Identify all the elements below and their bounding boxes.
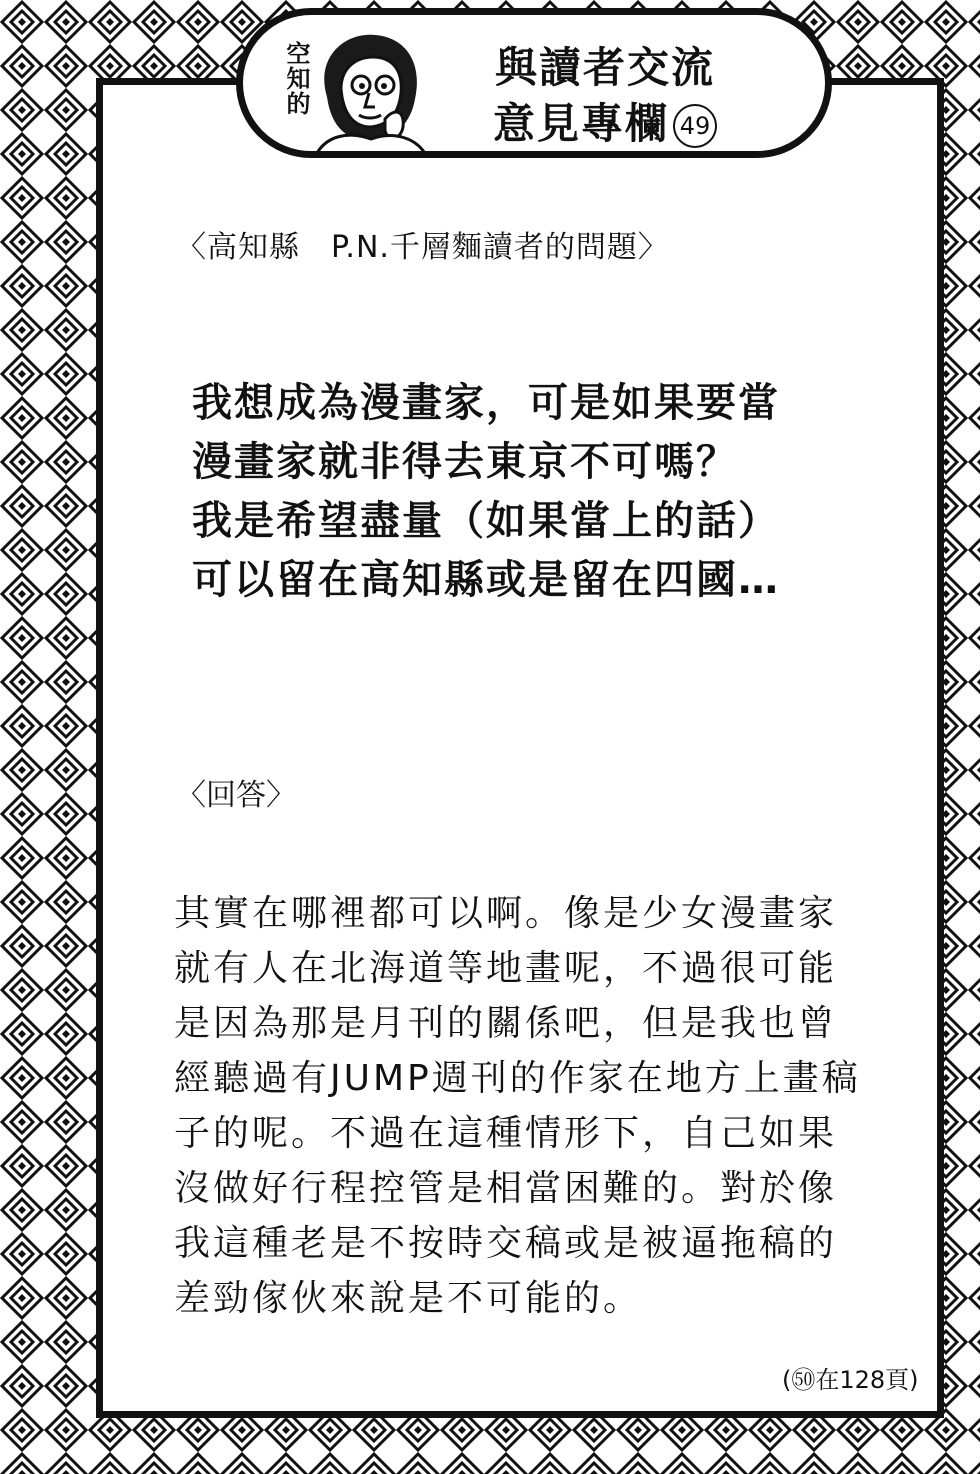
answer-line: 我這種老是不按時交稿或是被逼拖稿的 (174, 1223, 838, 1264)
author-caricature-icon (305, 27, 435, 157)
question-text (192, 374, 892, 610)
answer-line: 就有人在北海道等地畫呢，不過很可能 (174, 948, 838, 989)
answer-heading: 〈回答〉 (176, 778, 296, 813)
answer-line: 子的呢。不過在這種情形下，自己如果 (174, 1113, 838, 1154)
question-line: 我是希望盡量（如果當上的話） (192, 498, 780, 544)
answer-line: 經聽過有JUMP週刊的作家在地方上畫稿 (174, 1058, 861, 1099)
question-heading: 〈高知縣 P.N.千層麵讀者的問題〉 (176, 230, 669, 265)
answer-line: 差勁傢伙來說是不可能的。 (174, 1278, 643, 1319)
question-line: 可以留在高知縣或是留在四國… (192, 557, 780, 603)
answer-line: 沒做好行程控管是相當困難的。對於像 (174, 1168, 838, 1209)
question-line: 漫畫家就非得去東京不可嗎？ (192, 439, 738, 485)
author-label: 空知的 (282, 41, 310, 116)
answer-line: 其實在哪裡都可以啊。像是少女漫畫家 (174, 893, 838, 934)
column-title-line-1: 與讀者交流 (494, 43, 715, 92)
issue-number-badge: 49 (673, 104, 717, 148)
column-title-line-2 (475, 91, 735, 151)
column-header (236, 8, 832, 158)
column-title-text: 意見專欄 (492, 99, 669, 148)
question-line: 我想成為漫畫家，可是如果要當 (192, 380, 780, 426)
answer-text (174, 886, 884, 1326)
continued-page-reference: (㊿在128頁) (782, 1366, 919, 1394)
answer-line: 是因為那是月刊的關係吧，但是我也曾 (174, 1003, 838, 1044)
